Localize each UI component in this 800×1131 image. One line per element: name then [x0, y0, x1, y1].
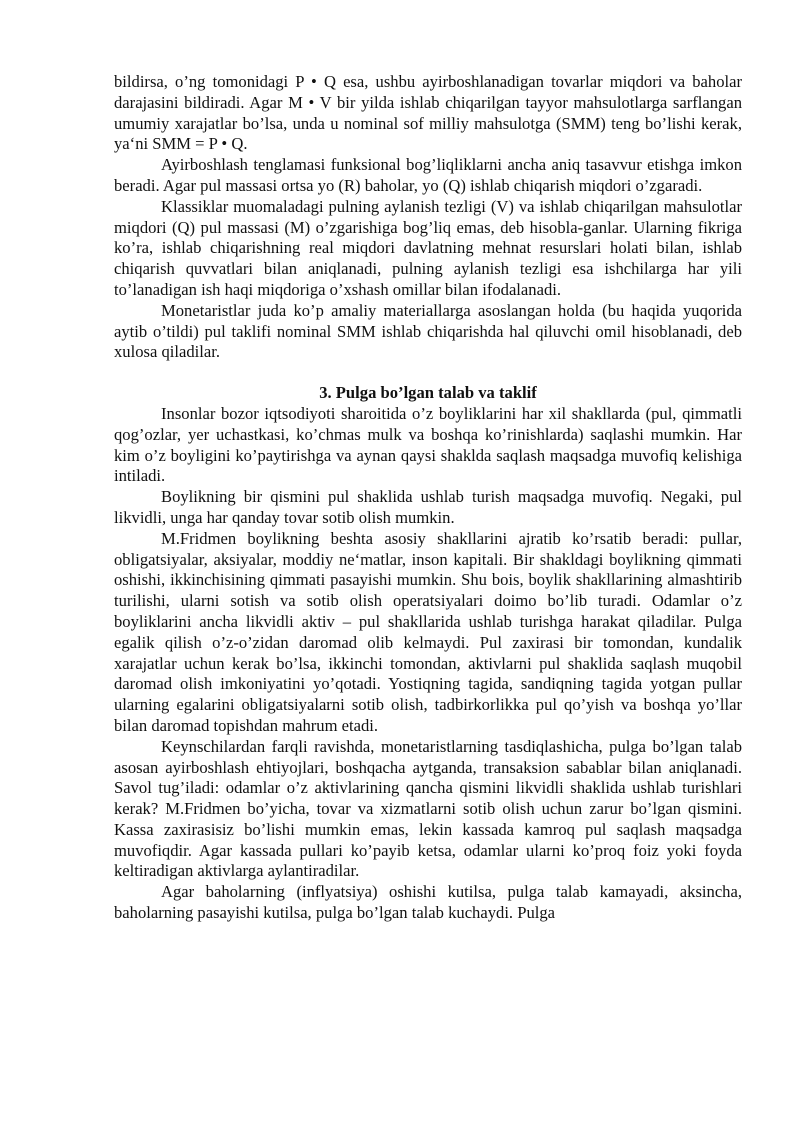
paragraph-friedman: M.Fridmen boylikning beshta asosiy shakllarini ajratib ko’rsatib beradi: pullar, obligatsiyalar, aksiyalar, moddiy ne‘matlar, inson kapitali. Bir shakldagi boylikning qimmati oshishi, ikkinchisining qimmati pasayishi mumkin. Shu bois, boylik shakllarining almashtirib turilishi, ularni sotish va sotib olish operatsiyalari doimo bo’lib turadi. Odamlar o’z boyliklarini ancha likvidli aktiv – pul shakllarida ushlab turishga harakat qiladilar. Pulga egalik qilish o’z-o’zidan daromad olib kelmaydi. Pul zaxirasi bir tomondan, kundalik xarajatlar uchun kerak bo’lsa, ikkinchi tomondan, aktivlarni pul shaklida saqlash muqobil daromad olish imkoniyatini yo’qotadi. Yostiqning tagida, sandiqning tagida yotgan pullar ularning egalarini obligatsiyalarni sotib olish, tadbirkorlikka pul qo’yish va boshqa yo’llar bilan daromad topishdan mahrum etadi. [114, 528, 742, 735]
paragraph-continued: bildirsa, o’ng tomonidagi P • Q esa, ushbu ayirboshlanadigan tovarlar miqdori va baholar darajasini bildiradi. Agar M • V bir yilda ishlab chiqarilgan tayyor mahsulotlarga sarflangan umumiy xarajatlar bo’lsa, unda u nominal sof milliy mahsulotga (SMM) teng bo’lishi kerak, ya‘ni SMM = P • Q. [114, 72, 742, 154]
paragraph-exchange-equation: Ayirboshlash tenglamasi funksional bog’liqliklarni ancha aniq tasavvur etishga imkon beradi. Agar pul massasi ortsa yo (R) baholar, yo (Q) ishlab chiqarish miqdori o’zgaradi. [114, 155, 742, 195]
paragraph-keynesians: Keynschilardan farqli ravishda, monetaristlarning tasdiqlashicha, pulga bo’lgan talab asosan ayirboshlash ehtiyojlari, boshqacha aytganda, transaksion sabablar bilan aniqlanadi. Savol tug’iladi: odamlar o’z aktivlarining qancha qismini likvidli shaklida ushlab turishlari kerak? M.Fridmen bo’yicha, tovar va xizmatlarni sotib olish uchun zarur bo’lgan qismini. Kassa zaxirasisiz bo’lishi mumkin emas, lekin kassada kamroq pul saqlash maqsadga muvofiqdir. Agar kassada pullari ko’payib ketsa, odamlar ularni ko’proq foiz yoki foyda keltiradigan aktivlarga aylantiradilar. [114, 736, 742, 881]
paragraph-classics: Klassiklar muomaladagi pulning aylanish tezligi (V) va ishlab chiqarilgan mahsulotlar miqdori (Q) pul massasi (M) o’zgarishiga bog’liq emas, deb hisobla-ganlar. Ularning fikriga ko’ra, ishlab chiqarishning real miqdori davlatning mehnat resurslari holati bilan, ishlab chiqarish quvvatlari bilan aniqlanadi, pulning aylanish tezligi esa ishchilarga har yili to’lanadigan ish haqi miqdoriga o’xshash omillar bilan ifodalanadi. [114, 196, 742, 299]
paragraph-wealth-forms: Insonlar bozor iqtsodiyoti sharoitida o’z boyliklarini har xil shakllarda (pul, qimmatli qog’ozlar, yer uchastkasi, ko’chmas mulk va boshqa ko’rinishlarda) saqlashi mumkin. Har kim o’z boyligini ko’paytirishga va aynan qaysi shaklda saqlash maqsadga muvofiq kelishiga intiladi. [114, 403, 742, 486]
paragraph-monetarists: Monetaristlar juda ko’p amaliy materiallarga asoslangan holda (bu haqida yuqorida aytib o’tildi) pul taklifi nominal SMM ishlab chiqarishda hal qiluvchi omil hisoblanadi, deb xulosa qiladilar. [114, 300, 742, 362]
paragraph-liquidity: Boylikning bir qismini pul shaklida ushlab turish maqsadga muvofiq. Negaki, pul likvidli, unga har qanday tovar sotib olish mumkin. [114, 487, 742, 527]
document-page [114, 72, 742, 924]
paragraph-inflation: Agar baholarning (inflyatsiya) oshishi kutilsa, pulga talab kamayadi, aksincha, baholarning pasayishi kutilsa, pulga bo’lgan talab kuchaydi. Pulga [114, 882, 742, 923]
section-heading: 3. Pulga bo’lgan talab va taklif [319, 383, 537, 403]
